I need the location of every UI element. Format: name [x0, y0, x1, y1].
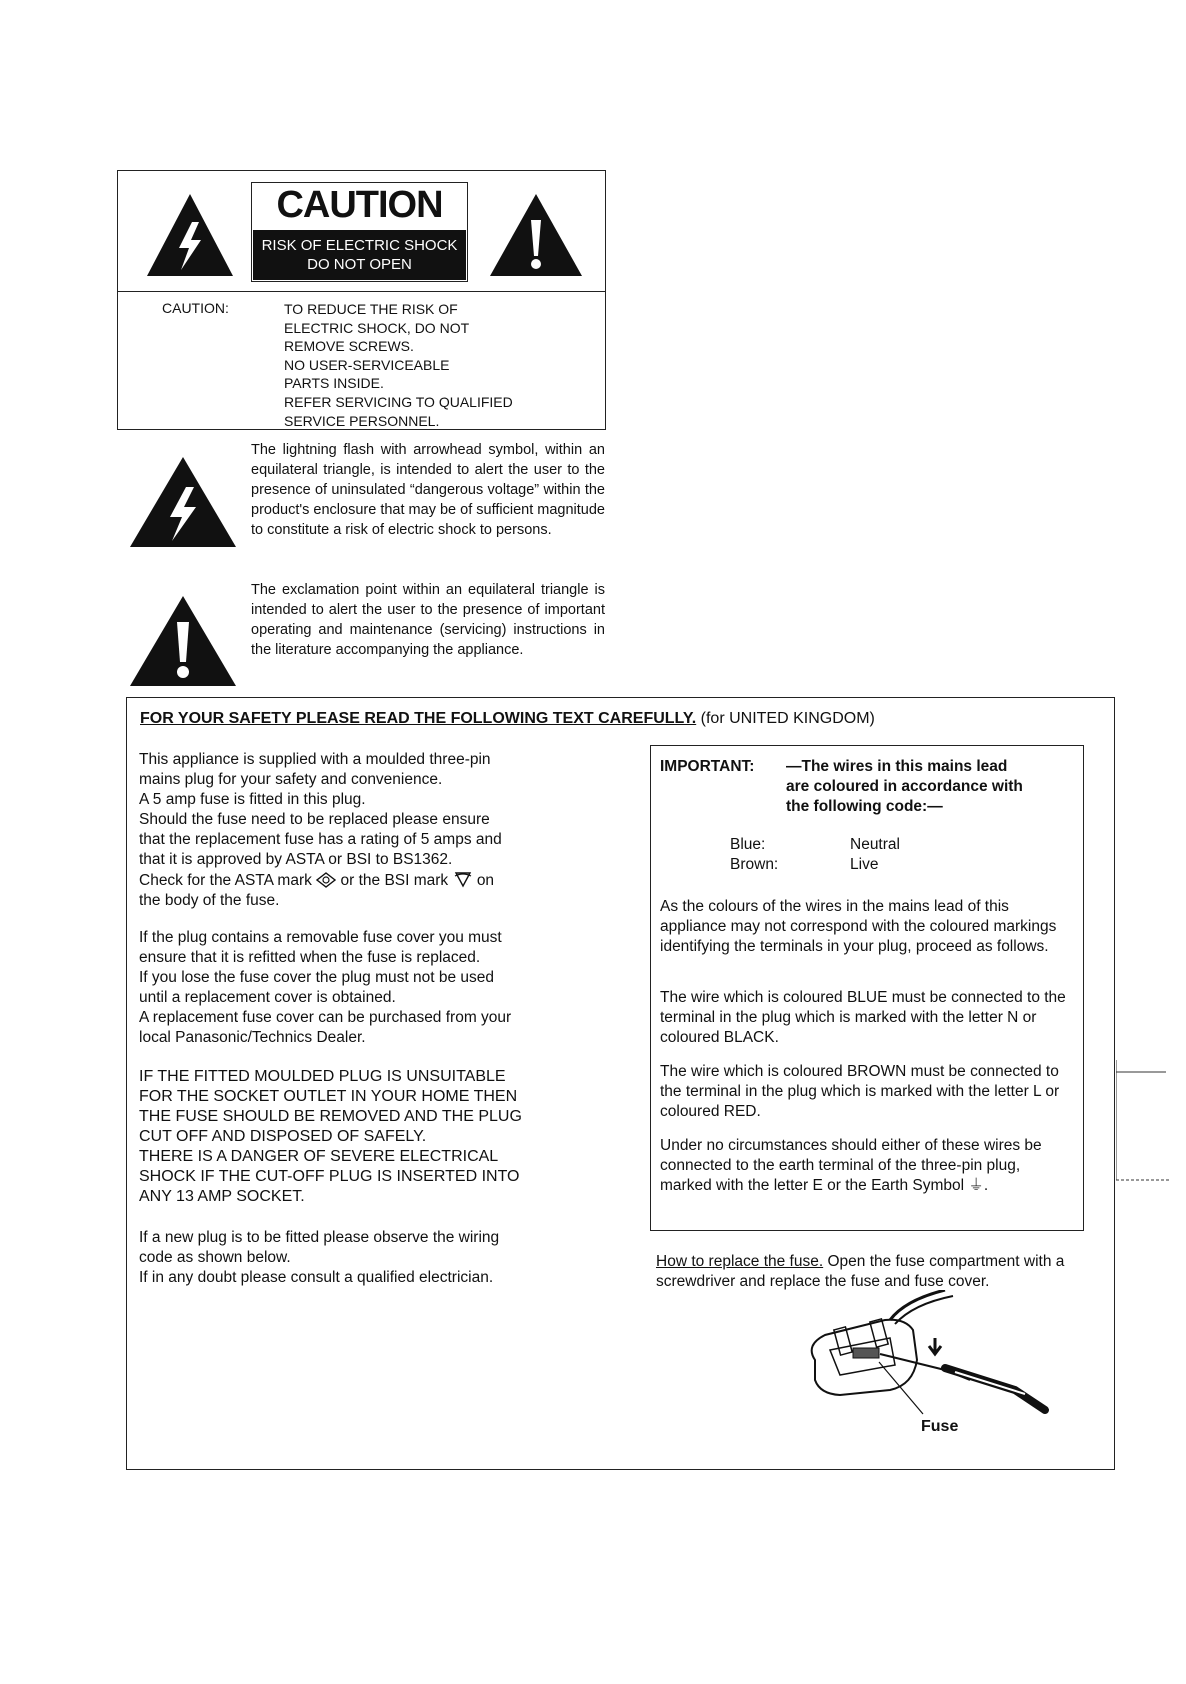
text-line: Should the fuse need to be replaced please ensure [139, 811, 490, 828]
bsi-kitemark-icon [453, 870, 473, 888]
caution-text [284, 300, 513, 430]
important-label: IMPORTANT: [660, 758, 755, 775]
caution-line: ELECTRIC SHOCK, DO NOT [284, 319, 470, 336]
text-line: until a replacement cover is obtained. [139, 989, 396, 1006]
fuse-replacement-instruction [656, 1252, 1106, 1292]
caution-line: TO REDUCE THE RISK OF [284, 301, 458, 317]
band-line-1: RISK OF ELECTRIC SHOCK [261, 237, 458, 254]
wire-colour-table [730, 835, 900, 875]
plug-info-paragraph [139, 750, 502, 911]
fuse-replacement-text: Open the fuse compartment with a screwdriver and replace the fuse and fuse cover. [656, 1253, 1065, 1290]
lightning-symbol-description: The lightning flash with arrowhead symbol, within an equilateral triangle, is intended to alert the user to the presence of uninsulated “dangerous voltage” within the product's enclosure that may be of sufficient magnitude to constitute a risk of electric shock to persons. [251, 442, 605, 538]
text-line: ensure that it is refitted when the fuse is replaced. [139, 949, 481, 966]
caution-label: CAUTION: [162, 300, 229, 316]
table-row [730, 855, 900, 875]
fuse-replacement-label: How to replace the fuse. [656, 1253, 824, 1270]
lightning-symbol-icon [128, 455, 238, 550]
text-line: the following code:— [786, 798, 943, 815]
text-line: code as shown below. [139, 1249, 291, 1266]
wire-meaning: Neutral [850, 836, 900, 853]
text-line: SHOCK IF THE CUT-OFF PLUG IS INSERTED INTO [139, 1168, 520, 1185]
text-line: CUT OFF AND DISPOSED OF SAFELY. [139, 1128, 427, 1145]
wire-colour: Brown: [730, 856, 779, 873]
unsuitable-plug-warning [139, 1067, 522, 1207]
text-line: THERE IS A DANGER OF SEVERE ELECTRICAL [139, 1148, 499, 1165]
caution-title: CAUTION [276, 184, 443, 226]
caution-divider [117, 291, 606, 292]
earth-terminal-paragraph: Under no circumstances should either of these wires be connected to the earth terminal of the three-pin plug, marked with the letter E or the Earth Symbol ⏚. [660, 1137, 1042, 1194]
text-line: This appliance is supplied with a moulded three-pin [139, 751, 491, 768]
caution-line: SERVICE PERSONNEL. [284, 412, 440, 429]
wire-meaning: Live [850, 856, 879, 873]
exclamation-warning-icon [486, 190, 586, 280]
text-line: are coloured in accordance with [786, 778, 1023, 795]
text-line: A replacement fuse cover can be purchased from your [139, 1009, 512, 1026]
caution-line: NO USER-SERVICEABLE [284, 356, 450, 373]
text-line: If the plug contains a removable fuse cover you must [139, 929, 502, 946]
text-line: THE FUSE SHOULD BE REMOVED AND THE PLUG [139, 1108, 522, 1125]
text-line: If you lose the fuse cover the plug must not be used [139, 969, 494, 986]
text-line: ANY 13 AMP SOCKET. [139, 1188, 305, 1205]
text-line: local Panasonic/Technics Dealer. [139, 1029, 366, 1046]
text-line: the body of the fuse. [139, 892, 280, 909]
asta-mark-icon [316, 872, 336, 888]
brown-wire-paragraph: The wire which is coloured BROWN must be connected to the terminal in the plug which is marked with the letter L or coloured RED. [660, 1063, 1060, 1120]
text-line: that the replacement fuse has a rating of 5 amps and [139, 831, 502, 848]
colour-mismatch-paragraph: As the colours of the wires in the mains lead of this appliance may not correspond with the coloured markings identifying the terminals in your plug, proceed as follows. [660, 898, 1057, 955]
text-line: If a new plug is to be fitted please observe the wiring [139, 1229, 500, 1246]
caution-line: REMOVE SCREWS. [284, 338, 414, 355]
band-line-2: DO NOT OPEN [307, 256, 412, 273]
safety-heading [140, 710, 875, 728]
text-line: —The wires in this mains lead [786, 758, 1008, 775]
fuse-label: Fuse [921, 1418, 959, 1435]
text-line: FOR THE SOCKET OUTLET IN YOUR HOME THEN [139, 1088, 518, 1105]
text-line: If in any doubt please consult a qualified electrician. [139, 1269, 494, 1286]
safety-heading-text: FOR YOUR SAFETY PLEASE READ THE FOLLOWING TEXT CAREFULLY. [140, 710, 697, 727]
wire-colour: Blue: [730, 836, 766, 853]
safety-heading-suffix: (for UNITED KINGDOM) [700, 710, 875, 727]
text-line: A 5 amp fuse is fitted in this plug. [139, 791, 366, 808]
caution-line: PARTS INSIDE. [284, 375, 384, 392]
exclamation-symbol-description: The exclamation point within an equilateral triangle is intended to alert the user to the presence of important operating and maintenance (servicing) instructions in the literature accompanying the appliance. [251, 582, 605, 658]
margin-marks [1116, 1060, 1176, 1190]
text-line: mains plug for your safety and convenience. [139, 771, 443, 788]
risk-of-shock-band [253, 230, 466, 280]
lightning-warning-icon [145, 190, 235, 280]
table-row [730, 835, 900, 855]
blue-wire-paragraph: The wire which is coloured BLUE must be connected to the terminal in the plug which is marked with the letter N or coloured BLACK. [660, 989, 1066, 1046]
text-line: IF THE FITTED MOULDED PLUG IS UNSUITABLE [139, 1068, 506, 1085]
new-plug-paragraph [139, 1228, 499, 1288]
exclamation-symbol-icon [128, 594, 238, 689]
wiring-code-intro [786, 757, 1023, 817]
fuse-cover-paragraph [139, 928, 511, 1048]
text-line: that it is approved by ASTA or BSI to BS1362. [139, 851, 453, 868]
caution-line: REFER SERVICING TO QUALIFIED [284, 393, 513, 410]
asta-check-line: Check for the ASTA mark or the BSI mark on [139, 872, 495, 889]
